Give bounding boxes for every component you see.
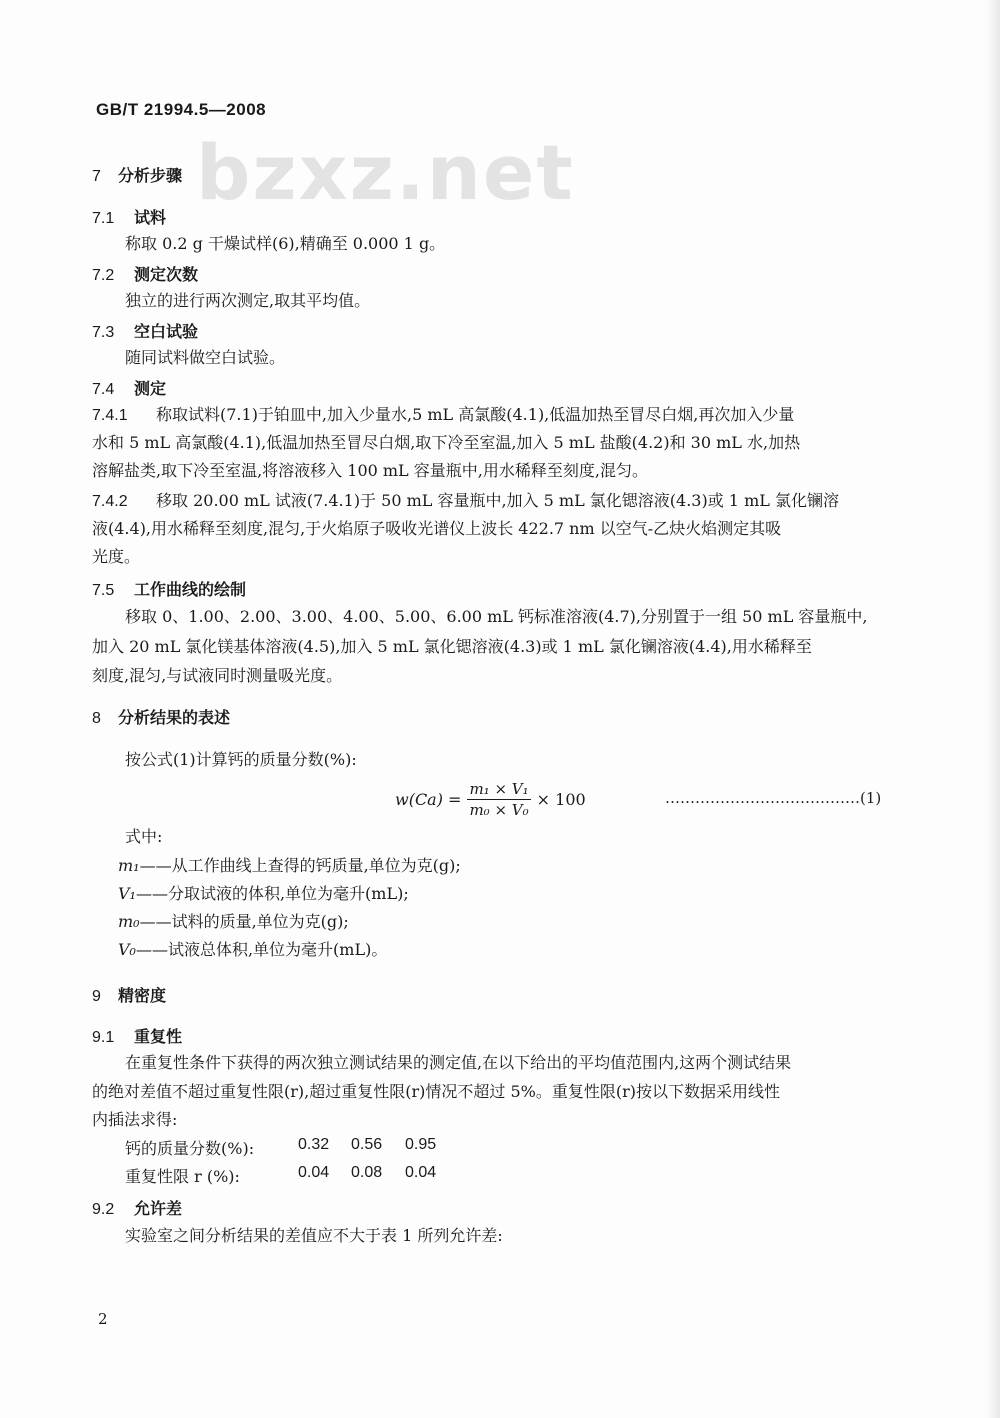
paragraph-9-1-line-1: 在重复性条件下获得的两次独立测试结果的测定值,在以下给出的平均值范围内,这两个测试结果 — [125, 1053, 792, 1072]
definition-m0 — [118, 908, 349, 936]
row-label: 重复性限 r (%): — [125, 1167, 240, 1186]
formula-1 — [395, 780, 586, 819]
symbol: V₀ — [118, 940, 136, 959]
section-number: 8 — [92, 710, 101, 727]
definition-v1 — [118, 880, 409, 908]
section-title: 测定 — [134, 379, 167, 398]
paragraph-7-5-line-2: 加入 20 mL 氯化镁基体溶液(4.5),加入 5 mL 氯化锶溶液(4.3)或 1 mL 氯化镧溶液(4.4),用水稀释至 — [92, 637, 812, 656]
paragraph-7-4-1-line-1 — [92, 401, 892, 430]
row-label: 钙的质量分数(%): — [125, 1139, 255, 1158]
table-cell: 0.04 — [298, 1164, 330, 1181]
watermark: bzxz.net — [196, 128, 575, 217]
definition-text: ——试料的质量,单位为克(g); — [139, 912, 349, 931]
formula-rhs: × 100 — [536, 790, 586, 809]
page-edge-shadow — [986, 0, 1000, 1418]
definition-text: ——试液总体积,单位为毫升(mL)。 — [135, 940, 388, 959]
page-number: 2 — [98, 1310, 108, 1328]
formula-numerator: m₁ × V₁ — [469, 780, 529, 798]
repeatability-row-limit — [125, 1164, 437, 1187]
clause-number: 7.4.2 — [92, 493, 128, 510]
paragraph-7-4-1-line-3: 溶解盐类,取下冷至室温,将溶液移入 100 mL 容量瓶中,用水稀释至刻度,混匀。 — [92, 461, 648, 480]
section-title: 允许差 — [134, 1199, 183, 1218]
section-8-heading — [92, 705, 230, 728]
symbol: m₀ — [118, 912, 140, 931]
paragraph-7-4-2-line-2: 液(4.4),用水稀释至刻度,混匀,于火焰原子吸收光谱仪上波长 422.7 nm 以空气-乙炔火焰测定其吸 — [92, 519, 782, 538]
section-number: 9.2 — [92, 1201, 115, 1218]
section-number: 7.5 — [92, 582, 115, 599]
formula-fraction — [467, 780, 530, 819]
section-number: 7 — [92, 168, 101, 185]
section-title: 试料 — [134, 208, 167, 227]
section-title: 重复性 — [134, 1027, 183, 1046]
symbol: V₁ — [118, 884, 136, 903]
section-7-2-heading — [92, 262, 198, 285]
table-cell: 0.08 — [351, 1164, 383, 1181]
section-number: 9.1 — [92, 1029, 115, 1046]
section-7-2-text: 独立的进行两次测定,取其平均值。 — [125, 291, 371, 310]
table-cell: 0.04 — [405, 1164, 437, 1181]
section-7-1-text: 称取 0.2 g 干燥试样(6),精确至 0.000 1 g。 — [125, 234, 446, 253]
formula-intro: 按公式(1)计算钙的质量分数(%): — [125, 750, 357, 769]
formula-number: …………………………………(1) — [665, 789, 882, 807]
section-7-3-text: 随同试料做空白试验。 — [125, 348, 286, 367]
section-7-heading — [92, 163, 182, 186]
definition-m1 — [118, 852, 461, 880]
where-label: 式中: — [125, 827, 163, 846]
formula-denominator: m₀ × V₀ — [469, 801, 529, 819]
section-title: 工作曲线的绘制 — [134, 580, 247, 599]
paragraph-9-1-line-3: 内插法求得: — [92, 1110, 178, 1129]
section-title: 测定次数 — [134, 265, 199, 284]
section-9-1-heading — [92, 1024, 182, 1047]
table-cell: 0.56 — [351, 1136, 383, 1153]
section-title: 精密度 — [118, 986, 167, 1005]
definition-text: ——从工作曲线上查得的钙质量,单位为克(g); — [139, 856, 461, 875]
formula-lhs: w(Ca) = — [395, 790, 462, 809]
paragraph-text: 移取 20.00 mL 试液(7.4.1)于 50 mL 容量瓶中,加入 5 mL 氯化锶溶液(4.3)或 1 mL 氯化镧溶 — [156, 491, 839, 510]
section-title: 空白试验 — [134, 322, 199, 341]
table-cell: 0.32 — [298, 1136, 330, 1153]
section-number: 7.1 — [92, 210, 115, 227]
section-title: 分析结果的表述 — [118, 708, 231, 727]
definition-v0 — [118, 936, 387, 964]
paragraph-text: 称取试料(7.1)于铂皿中,加入少量水,5 mL 高氯酸(4.1),低温加热至冒尽白烟,再次加入少量 — [156, 405, 795, 424]
section-7-5-heading — [92, 577, 246, 600]
paragraph-7-5-line-3: 刻度,混匀,与试液同时测量吸光度。 — [92, 666, 343, 685]
symbol: m₁ — [118, 856, 140, 875]
table-cell: 0.95 — [405, 1136, 437, 1153]
section-title: 分析步骤 — [118, 166, 183, 185]
section-9-2-heading — [92, 1196, 182, 1219]
section-7-4-heading — [92, 376, 166, 399]
clause-number: 7.4.1 — [92, 407, 128, 424]
section-7-3-heading — [92, 319, 198, 342]
section-number: 9 — [92, 988, 101, 1005]
section-7-1-heading — [92, 205, 166, 228]
paragraph-7-4-1-line-2: 水和 5 mL 高氯酸(4.1),低温加热至冒尽白烟,取下冷至室温,加入 5 mL 盐酸(4.2)和 30 mL 水,加热 — [92, 433, 801, 452]
section-number: 7.4 — [92, 381, 115, 398]
standard-code: GB/T 21994.5—2008 — [96, 100, 267, 119]
section-number: 7.3 — [92, 324, 115, 341]
section-number: 7.2 — [92, 267, 115, 284]
paragraph-9-1-line-2: 的绝对差值不超过重复性限(r),超过重复性限(r)情况不超过 5%。重复性限(r)按以下数据采用线性 — [92, 1082, 780, 1101]
definition-text: ——分取试液的体积,单位为毫升(mL); — [135, 884, 409, 903]
paragraph-7-4-2-line-3: 光度。 — [92, 547, 141, 566]
paragraph-7-5-line-1: 移取 0、1.00、2.00、3.00、4.00、5.00、6.00 mL 钙标准溶液(4.7),分别置于一组 50 mL 容量瓶中, — [125, 607, 868, 626]
repeatability-row-mass-fraction — [125, 1136, 437, 1159]
paragraph-7-4-2-line-1 — [92, 487, 892, 516]
section-9-heading — [92, 983, 166, 1006]
section-9-2-text: 实验室之间分析结果的差值应不大于表 1 所列允许差: — [125, 1226, 503, 1245]
